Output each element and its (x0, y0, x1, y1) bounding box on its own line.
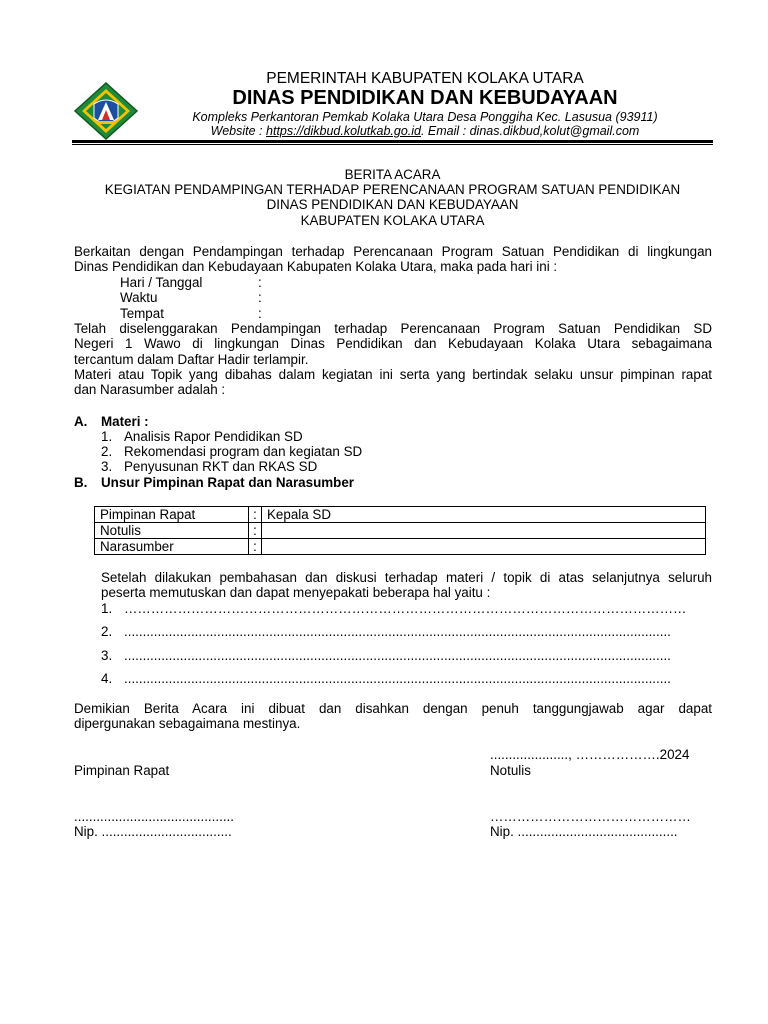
decision-blank-3: ................................................................................................................................................... (124, 648, 671, 663)
table-cell-value: Kepala SD (262, 507, 706, 523)
doc-subtitle-3: KABUPATEN KOLAKA UTARA (300, 213, 485, 228)
letterhead-contact (140, 124, 710, 138)
para3-line-2: dan Narasumber adalah : (74, 382, 226, 397)
field-colon-date: : (258, 275, 262, 290)
field-label-place: Tempat (120, 306, 164, 321)
para2-line-1: Telah diselenggarakan Pendampingan terhadap Perencanaan Program Satuan Pendidikan SD (74, 321, 712, 336)
signature-left-name: ........................................... (74, 809, 234, 824)
section-b-letter: B. (74, 475, 88, 490)
website-link[interactable]: https://dikbud.kolutkab.go.id (266, 124, 421, 138)
decision-num-1: 1. (101, 601, 113, 616)
doc-subtitle-1: KEGIATAN PENDAMPINGAN TERHADAP PERENCANAAN PROGRAM SATUAN PENDIDIKAN (104, 182, 681, 197)
section-a-letter: A. (74, 414, 88, 429)
website-prefix: Website : (210, 124, 267, 138)
decision-blank-4: ................................................................................................................................................... (124, 671, 671, 686)
letterhead-rule-thin (72, 144, 713, 145)
table-cell-label: Narasumber (95, 539, 249, 555)
letterhead-rule-thick (72, 140, 713, 143)
intro-line-2: Dinas Pendidikan dan Kebudayaan Kabupaten Kolaka Utara, maka pada hari ini : (74, 259, 558, 274)
closing-line-1: Demikian Berita Acara ini dibuat dan disahkan dengan penuh tanggungjawab agar dapat (74, 701, 712, 716)
field-label-time: Waktu (120, 290, 158, 305)
regency-emblem-icon (74, 82, 138, 140)
materi-item-2: Rekomendasi program dan kegiatan SD (124, 444, 363, 459)
unsur-table (94, 506, 706, 555)
signature-right-role: Notulis (490, 763, 531, 778)
materi-num-1: 1. (101, 429, 113, 444)
decision-num-3: 3. (101, 648, 113, 663)
table-row (95, 523, 706, 539)
conclusion-line-2: peserta memutuskan dan dapat menyepakati beberapa hal yaitu : (101, 585, 491, 600)
decision-blank-2: ................................................................................................................................................... (124, 624, 671, 639)
materi-num-2: 2. (101, 444, 113, 459)
signature-left-nip: Nip. ................................... (74, 824, 232, 839)
intro-line-1: Berkaitan dengan Pendampingan terhadap Perencanaan Program Satuan Pendidikan di lingkungan (74, 244, 712, 259)
field-colon-time: : (258, 290, 262, 305)
section-b-title: Unsur Pimpinan Rapat dan Narasumber (101, 475, 354, 490)
letterhead-address: Kompleks Perkantoran Pemkab Kolaka Utara Desa Ponggiha Kec. Lasusua (93911) (192, 110, 658, 124)
para3-line-1: Materi atau Topik yang dibahas dalam kegiatan ini serta yang bertindak selaku unsur pimpinan rapat (74, 367, 712, 382)
table-cell-value (262, 523, 706, 539)
table-cell-label: Notulis (95, 523, 249, 539)
table-cell-colon: : (249, 539, 262, 555)
para2-line-3: tercantum dalam Daftar Hadir terlampir. (74, 352, 309, 367)
table-cell-colon: : (249, 523, 262, 539)
decision-num-2: 2. (101, 624, 113, 639)
section-a-title: Materi : (101, 414, 149, 429)
decision-num-4: 4. (101, 671, 113, 686)
doc-subtitle-2: DINAS PENDIDIKAN DAN KEBUDAYAAN (266, 197, 519, 212)
table-row (95, 539, 706, 555)
letterhead-government: PEMERINTAH KABUPATEN KOLAKA UTARA (266, 70, 584, 87)
para2-line-2: Negeri 1 Wawo di lingkungan Dinas Pendidikan dan Kebudayaan Kolaka Utara sebagaimana (74, 336, 712, 351)
field-label-date: Hari / Tanggal (120, 275, 203, 290)
doc-title: BERITA ACARA (344, 167, 441, 182)
materi-item-3: Penyusunan RKT dan RKAS SD (124, 459, 318, 474)
field-colon-place: : (258, 306, 262, 321)
signature-right-name: ……………………………………… (490, 809, 691, 824)
decision-blank-1: ……………………………………………………………………………………………………………… (124, 601, 687, 616)
signature-date: ....................., ……………….2024 (490, 747, 690, 762)
signature-right-nip: Nip. ........................................... (490, 824, 678, 839)
table-cell-value (262, 539, 706, 555)
signature-left-role: Pimpinan Rapat (74, 763, 170, 778)
table-cell-colon: : (249, 507, 262, 523)
closing-line-2: dipergunakan sebagaimana mestinya. (74, 716, 301, 731)
materi-num-3: 3. (101, 459, 113, 474)
conclusion-line-1: Setelah dilakukan pembahasan dan diskusi terhadap materi / topik di atas selanjutnya seluruh (101, 570, 712, 585)
letterhead-office: DINAS PENDIDIKAN DAN KEBUDAYAAN (232, 87, 618, 109)
table-row (95, 507, 706, 523)
materi-item-1: Analisis Rapor Pendidikan SD (124, 429, 303, 444)
email-text: . Email : dinas.dikbud,kolut@gmail.com (420, 124, 640, 138)
table-cell-label: Pimpinan Rapat (95, 507, 249, 523)
